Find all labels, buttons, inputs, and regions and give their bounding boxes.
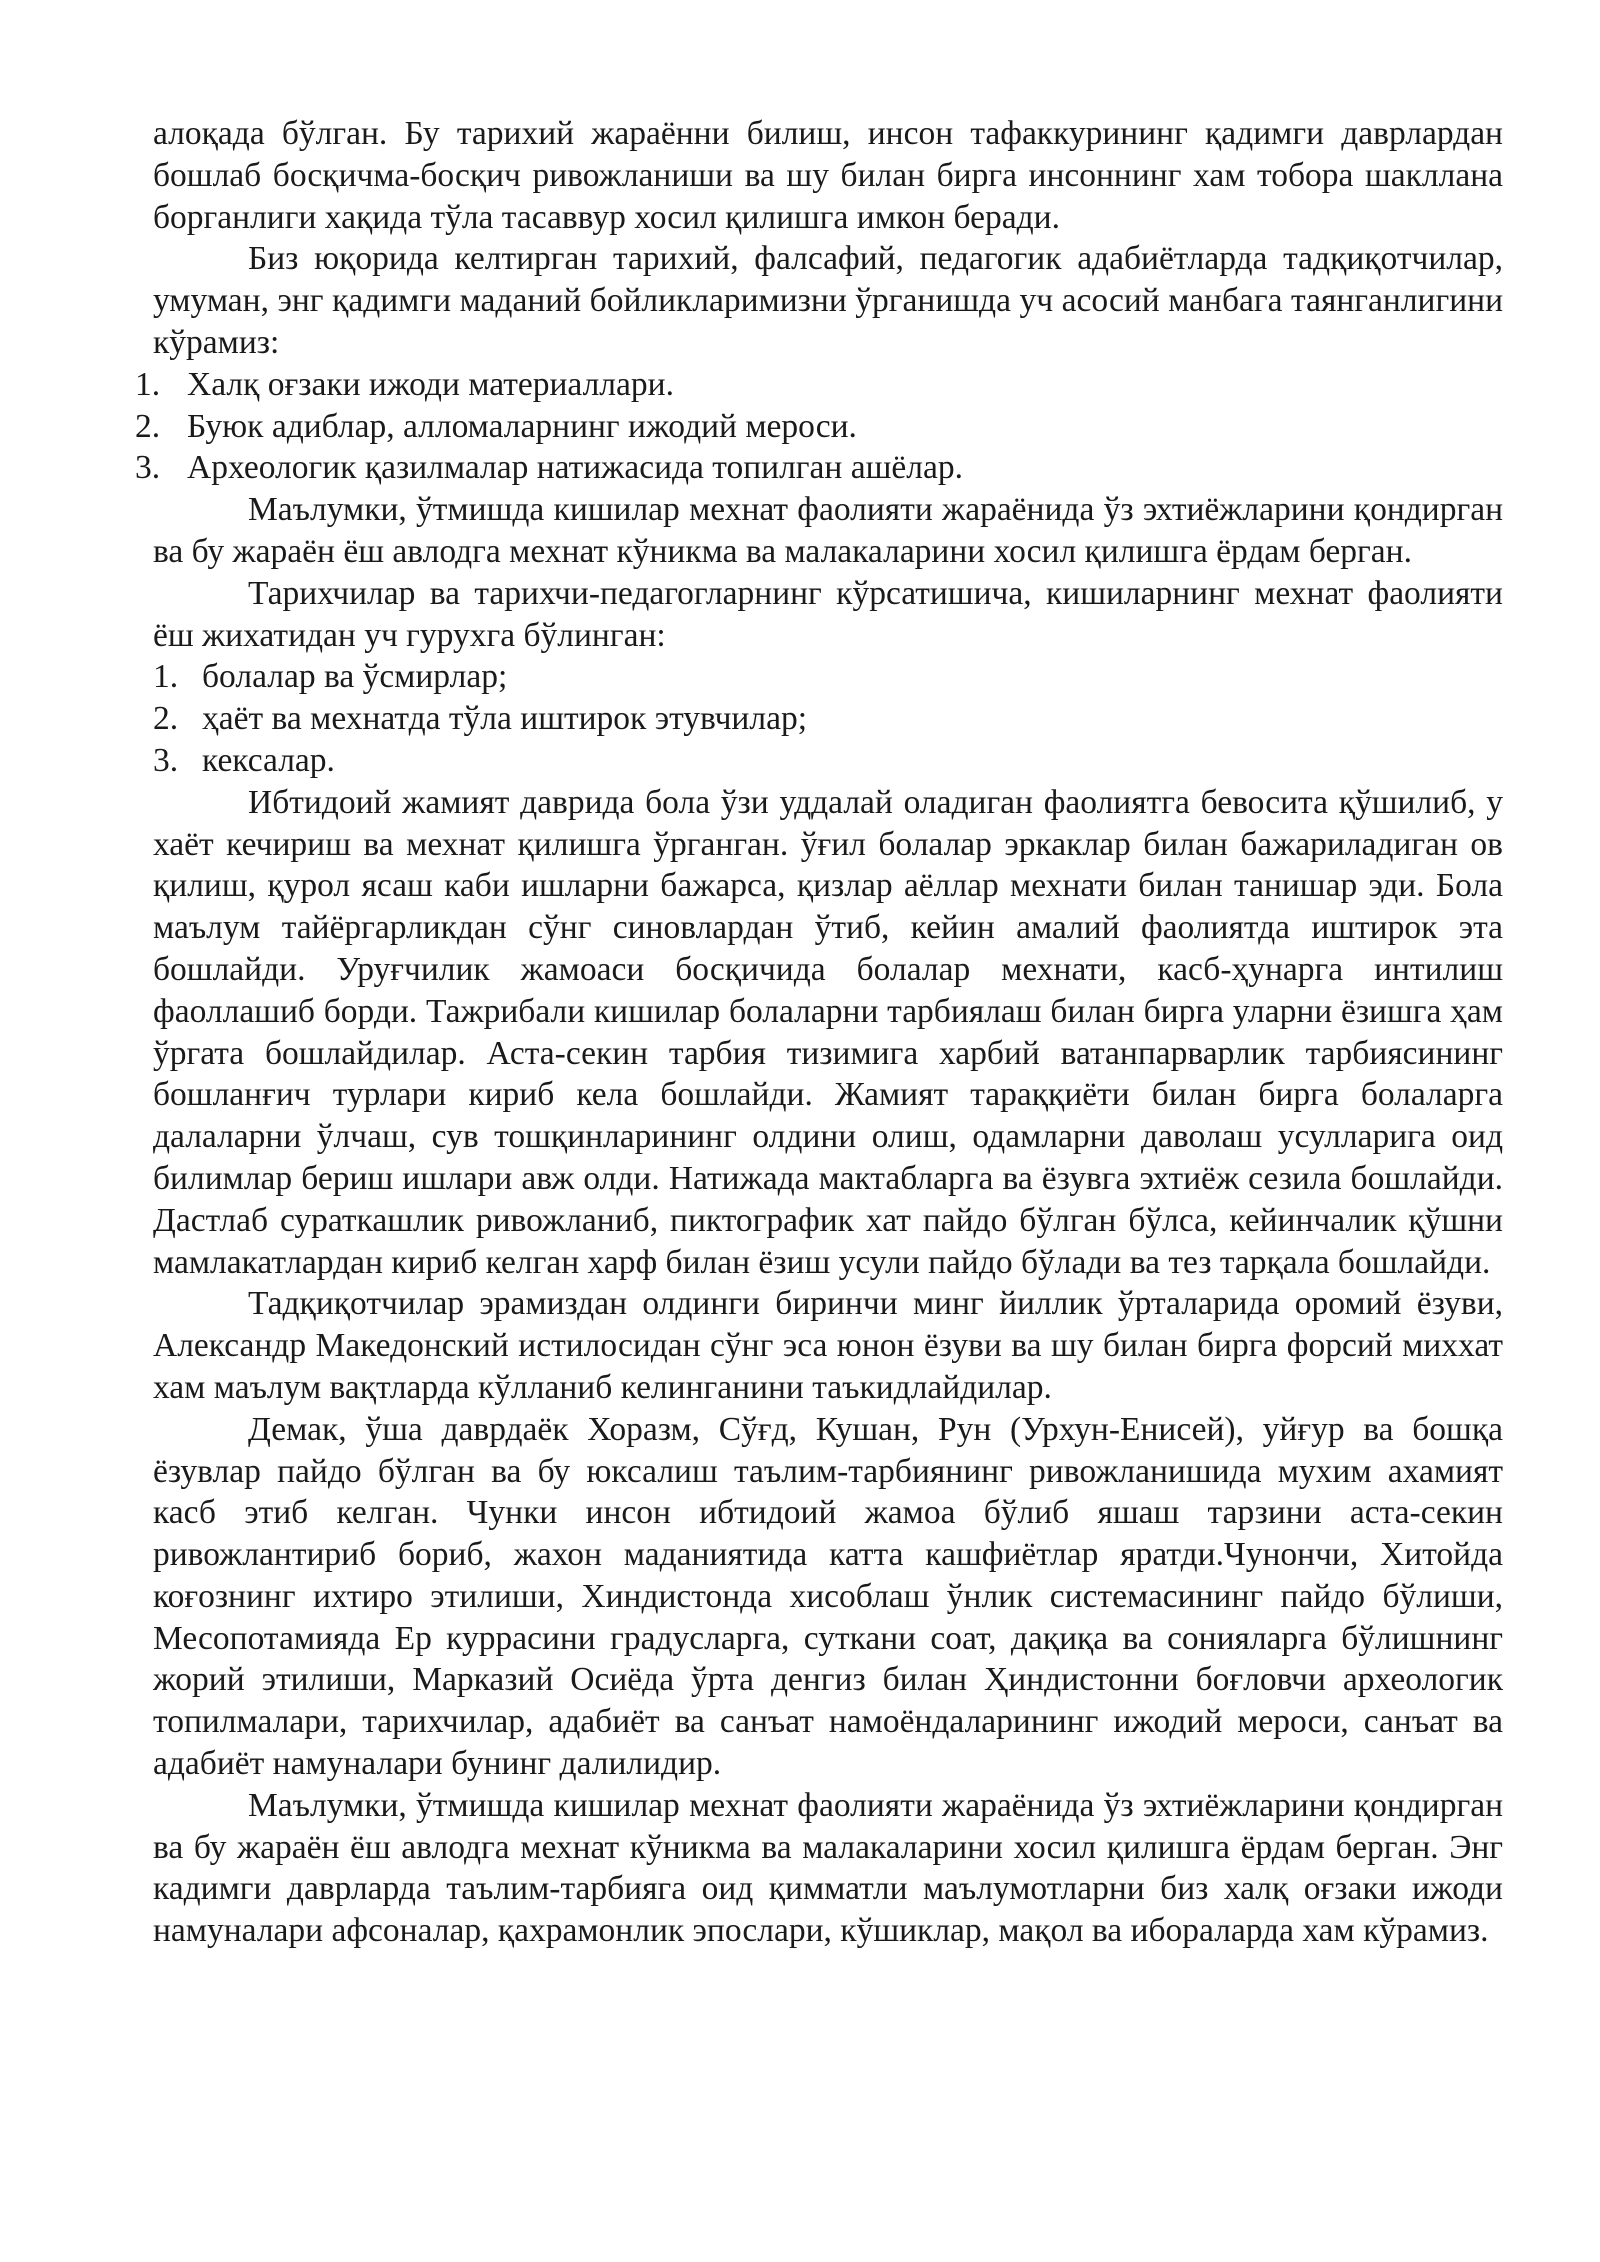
paragraph-6: Тадқиқотчилар эрамиздан олдинги биринчи минг йиллик ўрталарида оромий ёзуви, Александр Македонский истилосидан сўнг эса юнон ёзуви ва шу билан бирга форсий миххат хам маълум вақтларда кўлланиб келинганини таъкидлайдилар. — [153, 1285, 1503, 1406]
list-item-text: Археологик қазилмалар натижасида топилган ашёлар. — [187, 449, 963, 487]
list-item — [135, 447, 1503, 489]
paragraph-7: Демак, ўша даврдаёк Хоразм, Сўғд, Кушан, Рун (Урхун-Енисей), уйғур ва бошқа ёзувлар пайдо бўлган ва бу юксалиш таълим-тарбиянинг ривожланишида мухим ахамият касб этиб келган. Чунки инсон ибтидоий жамоа бўлиб яшаш тарзини аста-секин ривожлантириб бориб, жахон маданиятида катта кашфиётлар яратди.Чунончи, Хитойда коғознинг ихтиро этилиши, Хиндистонда хисоблаш ўнлик системасининг пайдо бўлиши, Месопотамияда Ер куррасини градусларга, суткани соат, дақиқа ва сонияларга бўлишнинг жорий этилиши, Марказий Осиёда ўрта денгиз билан Ҳиндистонни боғловчи археологик топилмалари, тарихчилар, адабиёт ва санъат намоёндаларининг ижодий мероси, санъат ва адабиёт намуналари бунинг далилидир. — [153, 1410, 1503, 1783]
list-item — [135, 406, 1503, 448]
list-item-text: болалар ва ўсмирлар; — [202, 658, 508, 696]
list-item-text: Буюк адиблар, алломаларнинг ижодий мероси. — [187, 407, 857, 445]
list-number: 3. — [135, 449, 161, 487]
list-item-text: Халқ оғзаки ижоди материаллари. — [187, 365, 674, 403]
paragraph-4: Тарихчилар ва тарихчи-педагогларнинг кўрсатишича, кишиларнинг мехнат фаолияти ёш жихатидан уч гурухга бўлинган: — [153, 574, 1503, 654]
paragraph-5: Ибтидоий жамият даврида бола ўзи уддалай оладиган фаолиятга бевосита қўшилиб, у хаёт кечириш ва мехнат қилишга ўрганган. ўғил болалар эркаклар билан бажариладиган ов қилиш, қурол ясаш каби ишларни бажарса, қизлар аёллар мехнати билан танишар эди. Бола маълум тайёргарликдан сўнг синовлардан ўтиб, кейин амалий фаолиятда иштирок эта бошлайди. Уруғчилик жамоаси босқичида болалар мехнати, касб-ҳунарга интилиш фаоллашиб борди. Тажрибали кишилар болаларни тарбиялаш билан бирга уларни ёзишга ҳам ўргата бошлайдилар. Аста-секин тарбия тизимига харбий ватанпарварлик тарбиясининг бошланғич турлари кириб кела бошлайди. Жамият тараққиёти билан бирга болаларга далаларни ўлчаш, сув тошқинларининг олдини олиш, одамларни даволаш усулларига оид билимлар бериш ишлари авж олди. Натижада мактабларга ва ёзувга эхтиёж сезила бошлайди. Дастлаб сураткашлик ривожланиб, пиктографик хат пайдо бўлган бўлса, кейинчалик қўшни мамлакатлардан кириб келган харф билан ёзиш усули пайдо бўлади ва тез тарқала бошлайди. — [153, 783, 1503, 1281]
list-number: 2. — [153, 700, 179, 738]
list-item — [153, 656, 1503, 698]
list-item-text: ҳаёт ва мехнатда тўла иштирок этувчилар; — [202, 700, 807, 738]
list-number: 1. — [153, 658, 179, 696]
list-number: 2. — [135, 407, 161, 445]
list-item — [153, 740, 1503, 782]
sources-list — [135, 364, 1503, 489]
document-page — [135, 113, 1503, 1952]
paragraph-2: Биз юқорида келтирган тарихий, фалсафий, педагогик адабиётларда тадқиқотчилар, умуман, энг қадимги маданий бойликларимизни ўрганишда уч асосий манбага таянганлигини кўрамиз: — [153, 240, 1503, 361]
list-item — [135, 364, 1503, 406]
age-groups-list — [153, 656, 1503, 781]
paragraph-3: Маълумки, ўтмишда кишилар мехнат фаолияти жараёнида ўз эхтиёжларини қондирган ва бу жараён ёш авлодга мехнат кўникма ва малакаларини хосил қилишга ёрдам берган. — [153, 491, 1503, 570]
list-item-text: кексалар. — [202, 741, 335, 779]
list-number: 1. — [135, 365, 161, 403]
list-number: 3. — [153, 741, 179, 779]
paragraph-1: алоқада бўлган. Бу тарихий жараённи билиш, инсон тафаккурининг қадимги даврлардан бошлаб босқичма-босқич ривожланиши ва шу билан бирга инсоннинг хам тобора шакллана борганлиги хақида тўла тасаввур хосил қилишга имкон беради. — [153, 115, 1503, 236]
paragraph-8: Маълумки, ўтмишда кишилар мехнат фаолияти жараёнида ўз эхтиёжларини қондирган ва бу жараён ёш авлодга мехнат кўникма ва малакаларини хосил қилишга ёрдам берган. Энг кадимги даврларда таълим-тарбияга оид қимматли маълумотларни биз халқ оғзаки ижоди намуналари афсоналар, қахрамонлик эпослари, кўшиклар, мақол ва ибораларда хам кўрамиз. — [153, 1786, 1503, 1950]
list-item — [153, 698, 1503, 740]
